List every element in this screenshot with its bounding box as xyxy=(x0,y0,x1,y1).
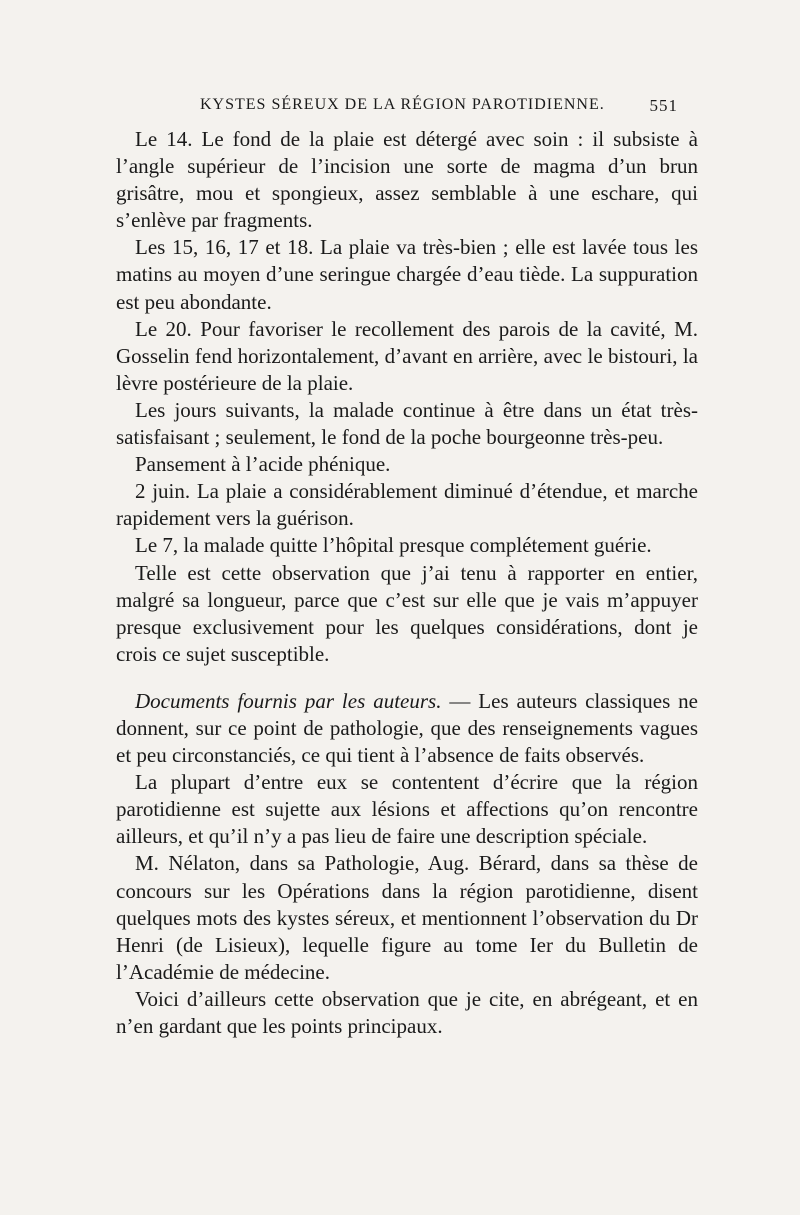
paragraph: La plupart d’entre eux se contentent d’écrire que la région parotidienne est sujette aux lésions et affections qu’on rencontre ailleurs, et qu’il n’y a pas lieu de faire une description spéciale. xyxy=(116,770,698,849)
paragraph: Telle est cette observation que j’ai tenu à rapporter en entier, malgré sa longueur, parce que c’est sur elle que je vais m’appuyer presque exclusivement pour les quelques considérations, dont je crois ce sujet susceptible. xyxy=(116,560,698,666)
paragraph: Le 7, la malade quitte l’hôpital presque complétement guérie. xyxy=(135,533,652,558)
paragraph: 2 juin. La plaie a considérablement diminué d’étendue, et marche rapidement vers la guérison. xyxy=(116,479,698,531)
paragraph: Le 20. Pour favoriser le recollement des parois de la cavité, M. Gosselin fend horizontalement, d’avant en arrière, avec le bistouri, la lèvre postérieure de la plaie. xyxy=(116,316,698,395)
paragraph: Voici d’ailleurs cette observation que je cite, en abrégeant, et en n’en gardant que les points principaux. xyxy=(116,986,698,1038)
section-paragraph xyxy=(116,688,698,769)
section-text: — Les auteurs classiques ne donnent, sur ce point de pathologie, que des renseignements vagues et peu circonstanciés, ce qui tient à l’absence de faits observés. xyxy=(116,688,699,768)
page-number: 551 xyxy=(649,96,678,115)
running-title: KYSTES SÉREUX DE LA RÉGION PAROTIDIENNE. xyxy=(200,96,605,113)
paragraph: Le 14. Le fond de la plaie est détergé avec soin : il subsiste à l’angle supérieur de l’incision une sorte de magma d’un brun grisâtre, mou et spongieux, assez semblable à une eschare, qui s’enlève par fragments. xyxy=(116,127,698,233)
section-lead: Documents fournis par les auteurs. xyxy=(135,688,442,713)
page-body xyxy=(116,126,698,1040)
paragraph: M. Nélaton, dans sa Pathologie, Aug. Bérard, dans sa thèse de concours sur les Opérations dans la région parotidienne, disent quelques mots des kystes séreux, et mentionnent l’observation du Dr Henri (de Lisieux), lequelle figure au tome Ier du Bulletin de l’Académie de médecine. xyxy=(116,851,698,984)
paragraph: Les 15, 16, 17 et 18. La plaie va très-bien ; elle est lavée tous les matins au moyen d’une seringue chargée d’eau tiède. La suppuration est peu abondante. xyxy=(116,235,698,314)
paragraph: Pansement à l’acide phénique. xyxy=(135,452,391,477)
paragraph: Les jours suivants, la malade continue à être dans un état très-satisfaisant ; seulement, le fond de la poche bourgeonne très-peu. xyxy=(116,397,698,450)
